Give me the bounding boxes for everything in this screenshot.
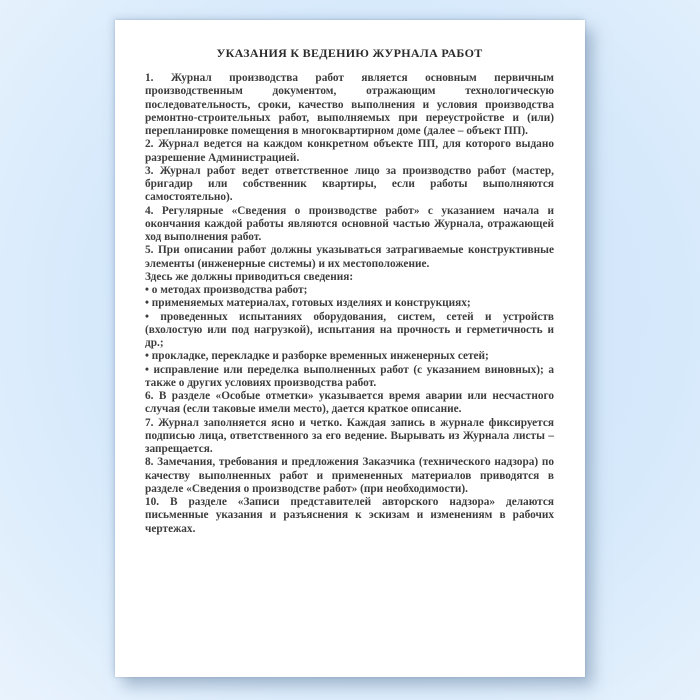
document-paragraph: 10. В разделе «Записи представителей авторского надзора» делаются письменные указания и разъяснения к эскизам и изменениям в рабочих чертежах. [145,496,554,535]
document-bullet-item: • проведенных испытаниях оборудования, систем, сетей и устройств (вхолостую или под нагрузкой), испытания на прочность и герметичность и др.; [145,310,554,349]
document-paragraph: 4. Регулярные «Сведения о производстве работ» с указанием начала и окончания каждой работы являются основной частью Журнала, отражающей ход выполнения работ. [145,204,554,243]
document-bullet-item: • о методах производства работ; [145,284,308,296]
document-sheet [115,20,585,677]
document-bullet-item: • прокладке, перекладке и разборке временных инженерных сетей; [145,350,489,363]
document-bullet-item: • применяемых материалах, готовых изделиях и конструкциях; [145,297,471,310]
document-paragraph: Здесь же должны приводиться сведения: [145,270,354,283]
document-paragraph: 7. Журнал заполняется ясно и четко. Каждая запись в журнале фиксируется подписью лица, ответственного за его ведение. Вырывать из Журнала листы – запрещается. [145,416,554,455]
document-paragraph: 1. Журнал производства работ является основным первичным производственным документом, отражающим технологическую последовательность, сроки, качество выполнения и условия производства ремонтно-строительных работ, выполняемых при переустройстве и (или) перепланировке помещения в многоквартирном доме (далее – объект ПП). [145,72,554,137]
document-paragraph: 2. Журнал ведется на каждом конкретном объекте ПП, для которого выдано разрешение Администрацией. [145,138,554,164]
document-paragraph: 3. Журнал работ ведет ответственное лицо за производство работ (мастер, бригадир или собственник квартиры, если работы выполняются самостоятельно). [145,164,554,204]
document-paragraph: 8. Замечания, требования и предложения Заказчика (технического надзора) по качеству выполненных работ и примененных материалов приводятся в разделе «Сведения о производстве работ» (при необходимости). [145,456,554,495]
document-bullet-item: • исправление или переделка выполненных работ (с указанием виновных); а также о других условиях производства работ. [145,363,554,389]
document-title: УКАЗАНИЯ К ВЕДЕНИЮ ЖУРНАЛА РАБОТ [216,46,483,60]
document-paragraph: 5. При описании работ должны указываться затрагиваемые конструктивные элементы (инженерные системы) и их местоположение. [145,244,554,270]
document-body [145,72,554,536]
document-paragraph: 6. В разделе «Особые отметки» указывается время аварии или несчастного случая (если таковые имели место), дается краткое описание. [145,390,554,416]
